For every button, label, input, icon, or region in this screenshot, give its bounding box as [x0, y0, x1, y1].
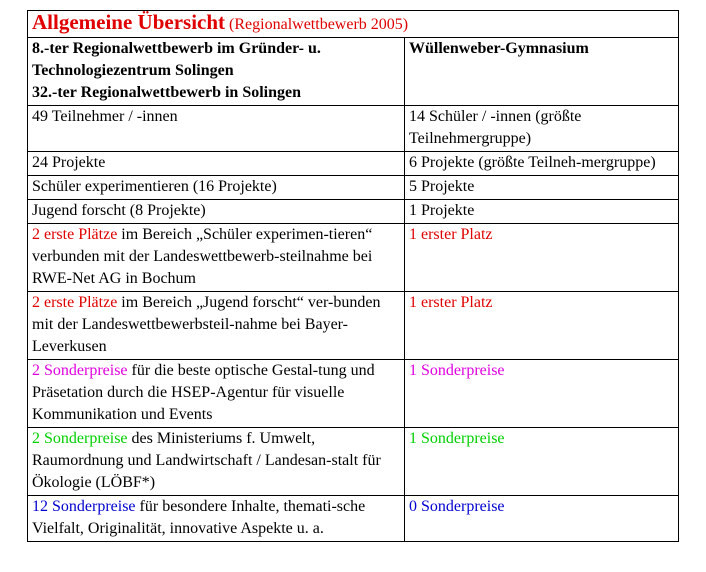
table-row [28, 200, 679, 224]
row-left-cell [28, 360, 405, 428]
row-left-cell: Schüler experimentieren (16 Projekte) [28, 176, 405, 200]
table-row [28, 292, 679, 360]
header-left-line: 8.-ter Regionalwettbewerb im Gründer- u. [32, 40, 321, 57]
table-row [28, 152, 679, 176]
header-left-cell [28, 38, 405, 106]
row-right-cell: 1 Projekte [405, 200, 679, 224]
row-left-cell [28, 292, 405, 360]
award-highlight: 2 Sonderpreise [32, 362, 128, 379]
award-description: für besondere Inhalte, themati-sche Vielfalt, Originalität, innovative Aspekte u. a. [32, 498, 366, 537]
page-title: Allgemeine Übersicht [32, 10, 226, 34]
award-description: für die beste optische Gestal-tung und Präsetation durch die HSEP-Agentur für visuelle Kommunikation und Events [32, 362, 375, 423]
header-row [28, 38, 679, 106]
table-row [28, 496, 679, 542]
title-row [28, 11, 679, 38]
row-left-cell: 24 Projekte [28, 152, 405, 176]
row-right-cell: 0 Sonderpreise [405, 496, 679, 542]
header-left-line: Technologiezentrum Solingen [32, 62, 234, 79]
header-left-line: 32.-ter Regionalwettbewerb in Solingen [32, 84, 302, 101]
overview-table [27, 10, 679, 542]
title-cell [28, 11, 679, 38]
row-right-cell: 1 Sonderpreise [405, 360, 679, 428]
table-row [28, 176, 679, 200]
award-highlight: 2 erste Plätze [32, 226, 118, 243]
row-left-cell [28, 224, 405, 292]
table-row [28, 428, 679, 496]
row-left-cell [28, 496, 405, 542]
award-highlight: 12 Sonderpreise [32, 498, 136, 515]
row-left-cell: 49 Teilnehmer / -innen [28, 106, 405, 152]
award-description: des Ministeriums f. Umwelt, Raumordnung und Landwirtschaft / Landesan-stalt für Ökologie (LÖBF*) [32, 430, 381, 491]
row-left-cell: Jugend forscht (8 Projekte) [28, 200, 405, 224]
row-right-cell: 1 Sonderpreise [405, 428, 679, 496]
award-highlight: 2 Sonderpreise [32, 430, 128, 447]
table-row [28, 106, 679, 152]
table-row [28, 224, 679, 292]
row-right-cell: 14 Schüler / -innen (größte Teilnehmergruppe) [405, 106, 679, 152]
row-right-cell: 1 erster Platz [405, 292, 679, 360]
award-highlight: 2 erste Plätze [32, 294, 118, 311]
page-subtitle: (Regionalwettbewerb 2005) [229, 16, 409, 33]
row-right-cell: 1 erster Platz [405, 224, 679, 292]
row-left-cell [28, 428, 405, 496]
header-right-cell: Wüllenweber-Gymnasium [405, 38, 679, 106]
award-description: im Bereich „Schüler experimen-tieren“ verbunden mit der Landeswettbewerb-steilnahme bei RWE-Net AG in Bochum [32, 226, 373, 287]
row-right-cell: 6 Projekte (größte Teilneh-mergruppe) [405, 152, 679, 176]
table-row [28, 360, 679, 428]
row-right-cell: 5 Projekte [405, 176, 679, 200]
award-description: im Bereich „Jugend forscht“ ver-bunden mit der Landeswettbewerbsteil-nahme bei Bayer-Leverkusen [32, 294, 381, 355]
